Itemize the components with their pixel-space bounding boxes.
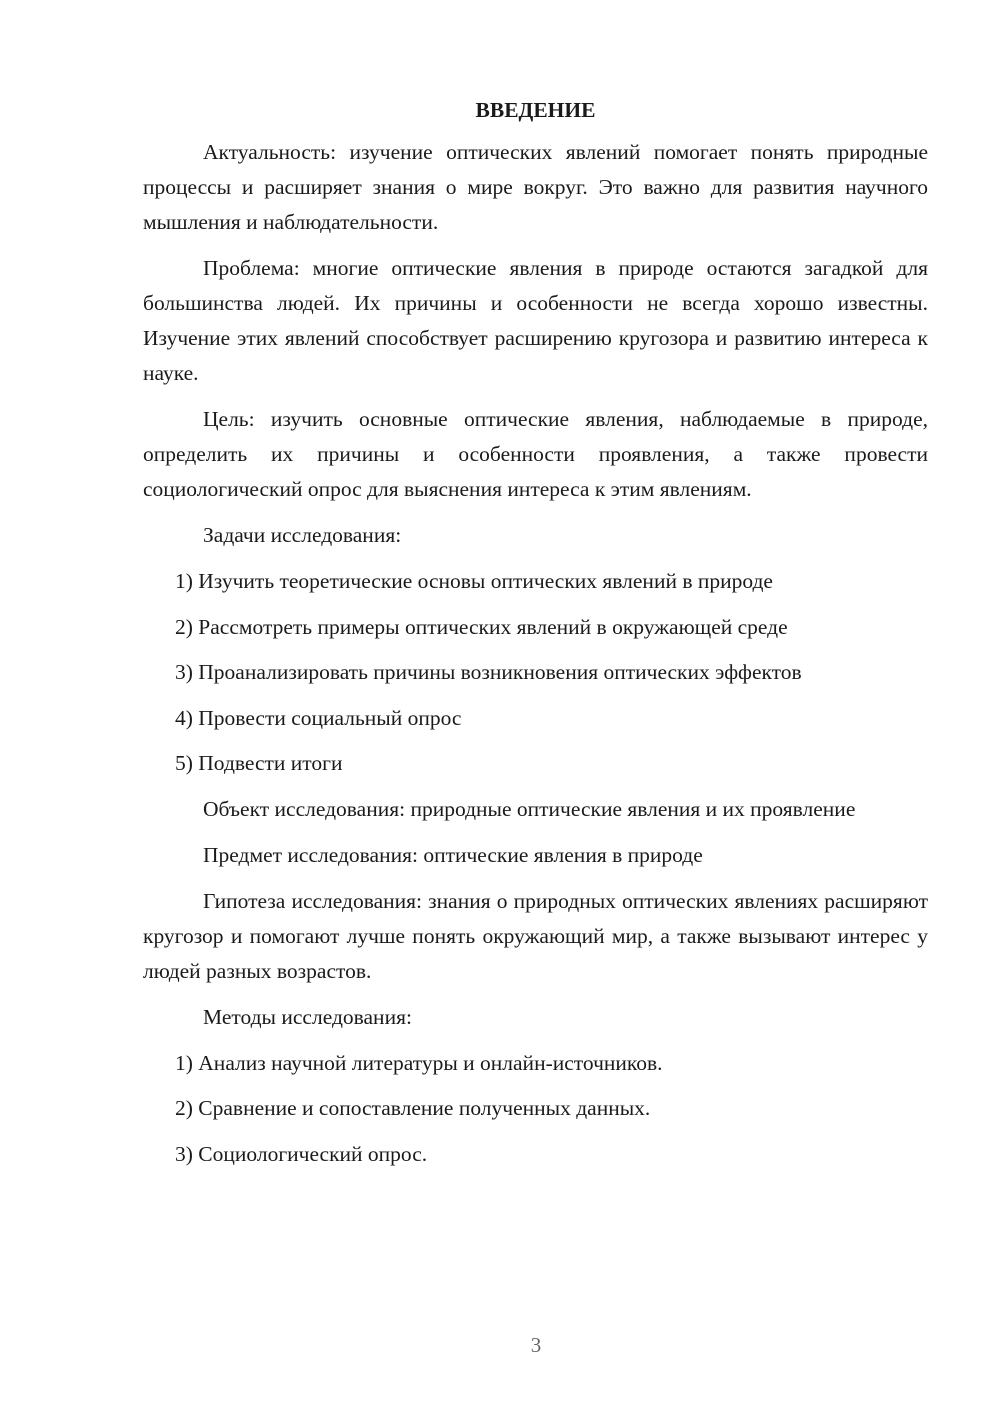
section-title: ВВЕДЕНИЕ [475,98,596,122]
list-item: 2) Сравнение и сопоставление полученных данных. [175,1096,651,1120]
list-item: 3) Проанализировать причины возникновения оптических эффектов [175,660,802,684]
list-item: 3) Социологический опрос. [175,1141,428,1166]
methods-heading: Методы исследования: [203,1004,412,1029]
paragraph-problem: Проблема: многие оптические явления в природе остаются загадкой для большинства людей. Их причины и особенности не всегда хорошо известны. Изучение этих явлений способствует расширению кругозора и развитию интереса к науке. [143,256,928,385]
list-item: 5) Подвести итоги [175,751,343,775]
methods-list [143,1046,928,1172]
list-item: 1) Анализ научной литературы и онлайн-источников. [175,1050,663,1075]
tasks-list [143,564,928,781]
tasks-heading: Задачи исследования: [203,523,402,547]
list-item: 2) Рассмотреть примеры оптических явлений в окружающей среде [175,614,788,639]
list-item: 4) Провести социальный опрос [175,705,462,730]
paragraph-hypothesis: Гипотеза исследования: знания о природных оптических явлениях расширяют кругозор и помогают лучше понять окружающий мир, а также вызывают интерес у людей разных возрастов. [143,888,928,983]
page-number: 3 [530,1333,542,1357]
paragraph-subject: Предмет исследования: оптические явления в природе [203,842,703,867]
paragraph-relevance: Актуальность: изучение оптических явлений помогает понять природные процессы и расширяет знания о мире вокруг. Это важно для развития научного мышления и наблюдательности. [143,140,928,234]
paragraph-goal: Цель: изучить основные оптические явления, наблюдаемые в природе, определить их причины и особенности проявления, а также провести социологический опрос для выяснения интереса к этим явлениям. [143,407,928,501]
list-item: 1) Изучить теоретические основы оптических явлений в природе [175,569,773,593]
paragraph-object: Объект исследования: природные оптические явления и их проявление [203,796,856,821]
document-page [143,96,928,1182]
